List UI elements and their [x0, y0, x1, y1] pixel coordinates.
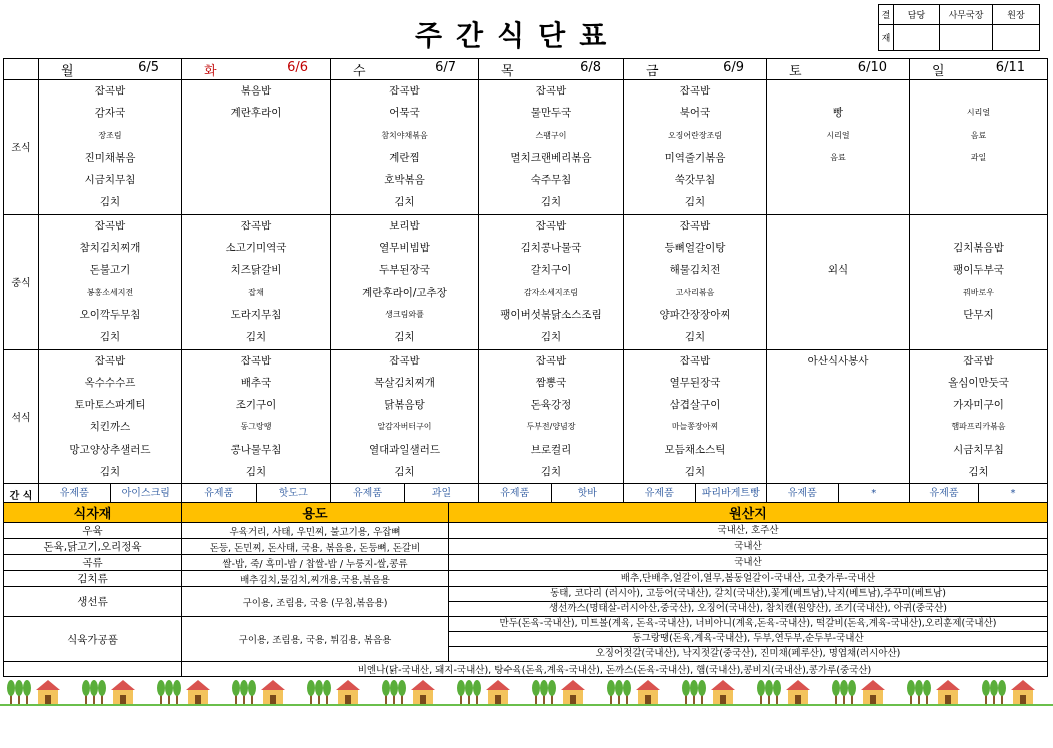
- menu-item: 쑥갓무침: [674, 174, 716, 187]
- origin-source-line: 오징어젓갈(국내산), 낙지젓갈(중국산), 진미채(페루산), 명엽채(러시아산): [449, 646, 1047, 661]
- menu-item: 잡곡밥: [240, 219, 272, 232]
- menu-item: 양파간장장아찌: [659, 308, 731, 321]
- menu-item: 단무지: [963, 308, 994, 321]
- menu-item: 김치볶음밥: [953, 242, 1004, 255]
- meal-row-0: [4, 80, 1048, 215]
- origin-use: [182, 617, 449, 662]
- approval-sign-3: [993, 25, 1040, 51]
- menu-item: 모듬채소스틱: [664, 443, 726, 456]
- origin-source-line: 동그랑땡(돈육,계육-국내산), 두부,연두부,순두부-국내산: [449, 631, 1047, 646]
- snack-item: 아이스크림: [110, 484, 182, 504]
- menu-item: 시리얼: [826, 130, 850, 140]
- menu-item: 해물김치전: [669, 264, 721, 277]
- menu-item: [182, 125, 330, 147]
- menu-item: 오이깍두무침: [79, 308, 141, 321]
- origin-source: [449, 617, 1048, 662]
- menu-cell: [331, 80, 479, 215]
- day-header-0: [39, 59, 182, 80]
- origin-item: 곡류: [4, 555, 182, 571]
- menu-item: 감자소세지조림: [523, 287, 579, 297]
- menu-item: [767, 439, 909, 461]
- menu-item: 김치: [684, 196, 706, 209]
- snack-item: *: [978, 484, 1047, 504]
- origin-use: [182, 587, 449, 617]
- origin-source-line: 생선까스(명태살-러시아산,중국산), 오징어(국내산), 참치캔(원양산), 조기(국내산), 아귀(중국산): [449, 601, 1047, 616]
- menu-item: 망고양상추샐러드: [69, 443, 151, 456]
- menu-item: 마늘쫑장아찌: [671, 422, 719, 432]
- menu-item: 꿔바로우: [963, 287, 994, 297]
- day-name: 금: [646, 63, 659, 79]
- menu-item: 옥수수수프: [84, 376, 136, 389]
- menu-item: [767, 215, 909, 237]
- origin-use-text: 돈등, 돈민찌, 돈사태, 국용, 볶음용, 돈등뼈, 돈갈비: [209, 542, 421, 554]
- menu-item: 짬뽕국: [535, 376, 567, 389]
- menu-cell: [767, 80, 910, 215]
- weekly-menu-table: [3, 58, 1048, 505]
- menu-item: 호박볶음: [384, 174, 425, 187]
- village-group: [907, 680, 960, 704]
- menu-item: 치킨까스: [89, 421, 131, 434]
- menu-item: [182, 147, 330, 169]
- menu-cell: [624, 349, 767, 484]
- menu-cell: [910, 80, 1048, 215]
- menu-item: 잡곡밥: [389, 85, 420, 97]
- menu-item: 잡채: [248, 287, 264, 297]
- menu-item: 감자국: [94, 107, 126, 120]
- approval-box: [878, 4, 1040, 51]
- menu-item: 김치: [99, 466, 121, 479]
- menu-item: 삼겹살구이: [669, 399, 721, 412]
- menu-item: 김치: [394, 466, 415, 479]
- menu-item: 올심이만둣국: [948, 376, 1009, 389]
- menu-item: 미역줄기볶음: [664, 151, 726, 164]
- ground-line: [0, 704, 1053, 706]
- menu-item: 김치: [245, 331, 267, 344]
- village-group: [832, 680, 885, 704]
- origin-source: [449, 571, 1048, 587]
- menu-item: 김치: [245, 466, 267, 479]
- menu-item: 빵: [832, 107, 844, 120]
- menu-item: [910, 326, 1047, 348]
- menu-item: 햄파프리카볶음: [951, 422, 1006, 432]
- day-name: 일: [932, 63, 945, 79]
- day-header-row: [4, 59, 1048, 80]
- meal-row-1: [4, 214, 1048, 349]
- menu-item: 잡곡밥: [535, 354, 567, 367]
- menu-item: [767, 304, 909, 326]
- village-group: [757, 680, 810, 704]
- menu-item: 아산식사봉사: [807, 354, 869, 367]
- snack-item: *: [838, 484, 910, 504]
- menu-item: 김치콩나물국: [520, 242, 582, 255]
- menu-cell: [39, 349, 182, 484]
- day-header-2: [331, 59, 479, 80]
- menu-item: 시금치무침: [84, 174, 136, 187]
- origin-row: [4, 617, 1048, 662]
- menu-item: 열무비빔밥: [379, 242, 430, 255]
- meal-row-2: [4, 349, 1048, 484]
- menu-item: 김치: [540, 196, 562, 209]
- origin-item: 우육: [4, 523, 182, 539]
- origin-header-item: 식자재: [4, 503, 182, 523]
- menu-item: 고사리볶음: [675, 287, 715, 297]
- village-group: [457, 680, 510, 704]
- origin-row: [4, 539, 1048, 555]
- origin-use-text: 배추김치,물김치,찌개용,국용,볶음용: [240, 574, 390, 586]
- day-date: 6/7: [435, 59, 456, 75]
- meal-label: 중식: [4, 214, 39, 349]
- origin-row: [4, 571, 1048, 587]
- menu-item: 김치: [540, 331, 562, 344]
- approval-sign-1: [894, 25, 940, 51]
- menu-item: 김치: [540, 466, 562, 479]
- day-date: 6/6: [287, 59, 308, 75]
- village-group: [82, 680, 135, 704]
- origin-source: [449, 523, 1048, 539]
- menu-item: 팽이버섯볶닭소스조림: [500, 308, 602, 321]
- menu-item: [182, 169, 330, 191]
- village-group: [232, 680, 285, 704]
- snack-item: 유제품: [500, 488, 530, 500]
- menu-item: 배추국: [240, 376, 272, 389]
- menu-item: 도라지무침: [230, 308, 282, 321]
- menu-item: 음료: [830, 152, 846, 162]
- day-date: 6/11: [995, 59, 1025, 75]
- menu-cell: [479, 214, 624, 349]
- menu-item: 김치: [394, 196, 415, 209]
- origin-use: [182, 571, 449, 587]
- menu-item: 두부전/양념장: [526, 422, 576, 432]
- menu-cell: [479, 80, 624, 215]
- menu-item: 김치: [99, 196, 121, 209]
- menu-item: 잡곡밥: [963, 354, 994, 367]
- menu-cell: [39, 214, 182, 349]
- origin-use-text: 구이용, 조림용, 국용 (무침,볶음용): [242, 597, 388, 609]
- origin-use-text: 우육거리, 사태, 우민찌, 불고기용, 우잡뼈: [229, 526, 401, 538]
- menu-item: 닭볶음탕: [384, 399, 425, 412]
- menu-item: 북어국: [679, 107, 711, 120]
- origin-last-blank: [4, 662, 182, 677]
- menu-item: [767, 191, 909, 213]
- menu-item: 외식: [827, 264, 849, 277]
- origin-last-row: [4, 662, 1048, 677]
- menu-item: 열대과일샐러드: [368, 443, 440, 456]
- menu-item: 과일: [970, 152, 987, 162]
- approval-sign-2: [940, 25, 993, 51]
- origin-use: [182, 523, 449, 539]
- menu-item: [910, 191, 1047, 213]
- menu-cell: [624, 214, 767, 349]
- day-name: 목: [501, 63, 514, 79]
- day-date: 6/8: [580, 59, 601, 75]
- snack-item: 유제품: [644, 488, 674, 500]
- day-name: 토: [789, 63, 802, 79]
- menu-item: 갈치구이: [530, 264, 572, 277]
- origin-item: 생선류: [4, 587, 182, 617]
- snack-label: 간 식: [4, 484, 39, 505]
- menu-item: 돈육강정: [530, 399, 572, 412]
- day-date: 6/9: [723, 59, 744, 75]
- menu-cell: [331, 349, 479, 484]
- origin-use: [182, 555, 449, 571]
- menu-item: 김치: [684, 466, 706, 479]
- menu-item: 잡곡밥: [94, 354, 126, 367]
- approval-role-2: 사무국장: [940, 5, 993, 25]
- origin-table: [3, 502, 1048, 677]
- menu-item: 잡곡밥: [679, 354, 711, 367]
- origin-header-use: 용도: [182, 503, 449, 523]
- menu-item: 음료: [970, 130, 987, 140]
- approval-label-2: 재: [879, 25, 894, 51]
- day-name: 화: [204, 63, 217, 79]
- menu-item: 계란후라이: [230, 107, 282, 120]
- menu-item: 잡곡밥: [94, 219, 126, 232]
- origin-row: [4, 555, 1048, 571]
- approval-label-1: 결: [879, 5, 894, 25]
- menu-item: 잡곡밥: [679, 219, 711, 232]
- menu-item: [767, 461, 909, 483]
- origin-use-text: 쌀-밥, 죽/ 흑미-밥 / 찹쌀-밥 / 누룽지-쌀,콩류: [222, 558, 408, 570]
- menu-item: 돈불고기: [89, 264, 131, 277]
- menu-item: 김치: [394, 331, 415, 344]
- menu-item: [767, 372, 909, 394]
- menu-item: 시리얼: [966, 108, 991, 118]
- meal-label: 조식: [4, 80, 39, 215]
- menu-cell: [767, 349, 910, 484]
- day-header-5: [767, 59, 910, 80]
- menu-item: 참치김치찌개: [79, 242, 141, 255]
- snack-item: 핫도그: [256, 484, 331, 504]
- menu-item: [767, 416, 909, 438]
- menu-item: 봉홍소세지전: [86, 287, 134, 297]
- menu-item: 잡곡밥: [535, 85, 567, 97]
- day-name: 수: [353, 63, 366, 79]
- origin-source: [449, 555, 1048, 571]
- origin-row: [4, 587, 1048, 617]
- village-group: [307, 680, 360, 704]
- menu-cell: [182, 214, 331, 349]
- menu-item: 토마토스파게티: [74, 399, 146, 412]
- menu-item: 계란찜: [389, 151, 420, 164]
- menu-item: 김치: [99, 331, 121, 344]
- menu-item: [767, 237, 909, 259]
- menu-item: 잡곡밥: [679, 85, 711, 97]
- snack-item: 유제품: [59, 488, 89, 500]
- menu-item: 조기구이: [235, 399, 277, 412]
- approval-role-1: 담당: [894, 5, 940, 25]
- origin-source-line: 국내산, 호주산: [717, 524, 779, 536]
- origin-item: 돈육,닭고기,오리정육: [4, 539, 182, 555]
- menu-cell: [624, 80, 767, 215]
- menu-item: 물만두국: [530, 107, 572, 120]
- corner-cell: [4, 59, 39, 80]
- village-group: [607, 680, 660, 704]
- menu-cell: [39, 80, 182, 215]
- day-header-1: [182, 59, 331, 80]
- origin-use: [182, 539, 449, 555]
- menu-item: 어묵국: [389, 107, 420, 120]
- menu-item: 열무된장국: [669, 376, 721, 389]
- menu-item: 오징어란장조림: [667, 130, 723, 140]
- menu-item: 시금치무침: [953, 443, 1004, 456]
- village-group: [382, 680, 435, 704]
- origin-source: [449, 539, 1048, 555]
- snack-item: 핫바: [551, 484, 624, 504]
- origin-source-line: 배추,단배추,얼갈이,열무,봄동얼갈이-국내산, 고춧가루-국내산: [620, 572, 876, 584]
- menu-item: 잡곡밥: [240, 354, 272, 367]
- origin-use-text: 구이용, 조림용, 국용, 튀김용, 볶음용: [238, 635, 392, 646]
- menu-cell: [910, 214, 1048, 349]
- menu-item: 생크림와플: [385, 309, 424, 319]
- snack-item: 유제품: [787, 488, 817, 500]
- menu-item: [767, 80, 909, 102]
- menu-item: 멸치크랜베리볶음: [510, 151, 592, 164]
- menu-item: [767, 394, 909, 416]
- origin-source-line: 국내산: [734, 556, 762, 568]
- menu-item: [767, 169, 909, 191]
- menu-item: 잡곡밥: [535, 219, 567, 232]
- menu-item: 숙주무침: [530, 174, 572, 187]
- menu-item: 브로컬리: [530, 443, 572, 456]
- origin-header-origin: 원산지: [449, 503, 1048, 523]
- menu-item: 보리밥: [389, 219, 420, 232]
- day-header-6: [910, 59, 1048, 80]
- day-header-4: [624, 59, 767, 80]
- menu-item: [767, 326, 909, 348]
- day-name: 월: [61, 63, 74, 79]
- origin-source-line: 만두(돈육-국내산), 미트볼(계육, 돈육-국내산), 너비아니(계육,돈육-국내산), 떡갈비(돈육,계육-국내산),오리훈제(국내산): [499, 618, 997, 629]
- snack-item: 유제품: [929, 488, 959, 500]
- menu-item: 콩나물무침: [230, 443, 282, 456]
- snack-item: 과일: [404, 484, 478, 504]
- menu-item: 장조림: [98, 130, 122, 140]
- day-date: 6/10: [857, 59, 887, 75]
- snack-item: 파리바게트빵: [695, 484, 767, 504]
- snack-item: 유제품: [353, 488, 382, 500]
- menu-item: 볶음밥: [240, 85, 272, 97]
- origin-item: 식육가공품: [4, 617, 182, 662]
- menu-item: 가자미구이: [953, 399, 1004, 412]
- menu-item: 목살김치찌개: [374, 376, 435, 389]
- menu-item: [910, 80, 1047, 102]
- village-group: [157, 680, 210, 704]
- day-date: 6/5: [138, 59, 159, 75]
- menu-cell: [479, 349, 624, 484]
- menu-cell: [767, 214, 910, 349]
- origin-source-line: 동태, 코다리 (러시아), 고등어(국내산), 갈치(국내산),꽃게(베트남),낙지(베트남),주꾸미(베트남): [550, 588, 946, 599]
- menu-item: 김치: [968, 466, 989, 479]
- menu-item: 팽이두부국: [953, 264, 1004, 277]
- village-group: [532, 680, 585, 704]
- approval-role-3: 원장: [993, 5, 1040, 25]
- village-group: [982, 680, 1035, 704]
- village-group: [682, 680, 735, 704]
- menu-cell: [182, 80, 331, 215]
- menu-item: 소고기미역국: [225, 242, 287, 255]
- menu-cell: [910, 349, 1048, 484]
- village-decoration: [0, 676, 1053, 726]
- origin-item: 김치류: [4, 571, 182, 587]
- menu-item: 등뼈얼갈이탕: [664, 242, 726, 255]
- menu-item: 동그랑땡: [240, 422, 272, 432]
- menu-item: 알감자버터구이: [377, 422, 432, 432]
- menu-item: [767, 282, 909, 304]
- menu-item: 계란후라이/고추장: [362, 286, 447, 299]
- menu-item: [182, 191, 330, 213]
- menu-cell: [182, 349, 331, 484]
- origin-source: [449, 587, 1048, 617]
- origin-source-line: 국내산: [734, 540, 762, 552]
- menu-item: 치즈닭갈비: [230, 264, 282, 277]
- snack-item: 유제품: [204, 488, 234, 500]
- menu-item: 잡곡밥: [389, 354, 420, 367]
- meal-label: 석식: [4, 349, 39, 484]
- page-title: 주간식단표: [415, 19, 621, 52]
- day-header-3: [479, 59, 624, 80]
- menu-item: 참치야채볶음: [381, 130, 428, 140]
- menu-item: [910, 169, 1047, 191]
- menu-item: 진미채볶음: [84, 151, 136, 164]
- menu-item: 스팸구이: [535, 130, 567, 140]
- origin-last-text: 비엔나(닭-국내산, 돼지-국내산), 탕수육(돈육,계육-국내산), 돈까스(돈육-국내산), 햄(국내산),콩비지(국내산),콩가루(중국산): [182, 662, 1048, 677]
- menu-cell: [331, 214, 479, 349]
- origin-row: [4, 523, 1048, 539]
- menu-item: 잡곡밥: [94, 85, 126, 97]
- menu-item: 두부된장국: [379, 264, 430, 277]
- menu-item: 김치: [684, 331, 706, 344]
- village-group: [7, 680, 60, 704]
- menu-item: [910, 215, 1047, 237]
